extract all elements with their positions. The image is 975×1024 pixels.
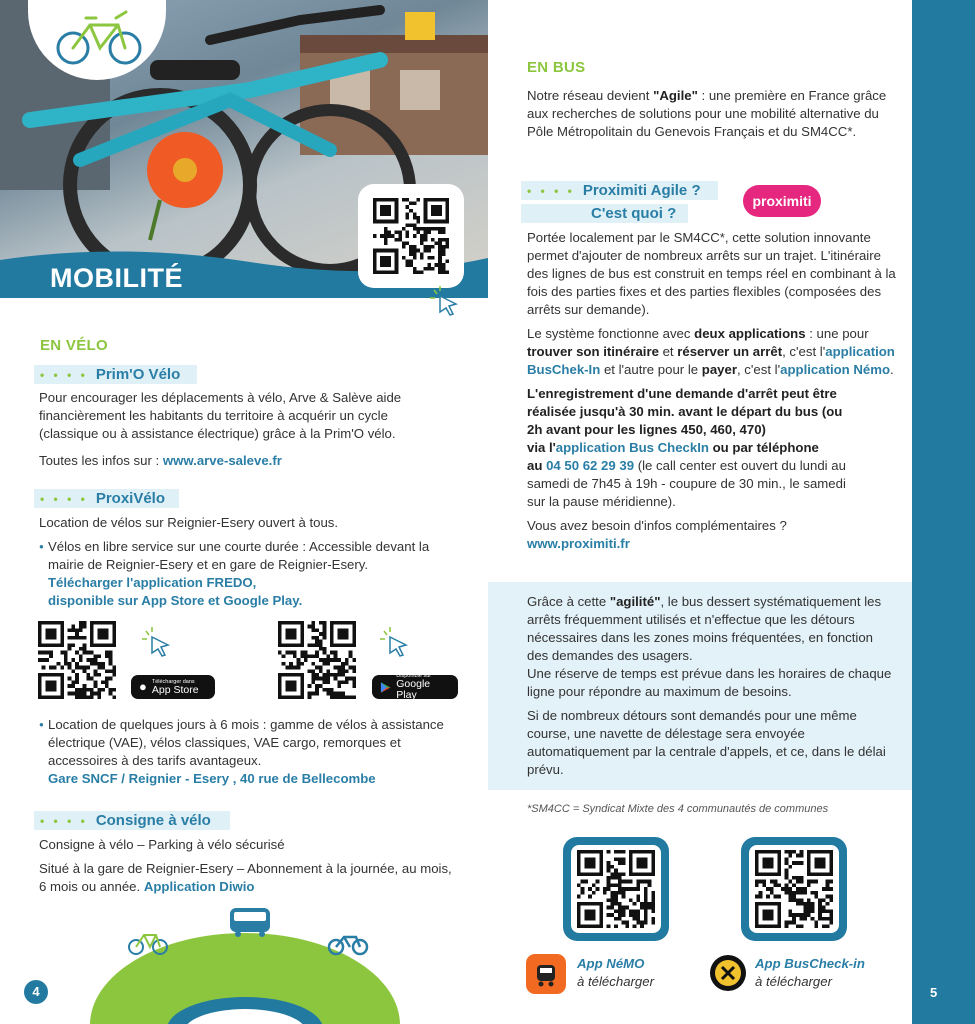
fredo-link-2[interactable]: disponible sur App Store et Google Play. xyxy=(48,593,303,608)
box-p1-bold: "agilité" xyxy=(609,594,661,609)
bus-body xyxy=(527,229,897,553)
buscheck-sub: à télécharger xyxy=(755,974,832,989)
appstore-small: Télécharger dans xyxy=(151,678,195,685)
page-number-left xyxy=(24,980,48,1004)
proxivelo-bullet-1 xyxy=(48,538,459,610)
bottom-illustration xyxy=(80,905,410,1024)
para3-bold: L'enregistrement d'une demande d'arrêt peut être réalisée jusqu'à 30 min. avant le départ du bus (ou 2h avant pour les lignes 450, 460, 470) xyxy=(527,386,843,437)
arve-saleve-link[interactable]: www.arve-saleve.fr xyxy=(162,453,282,468)
bicycle-icon xyxy=(28,0,166,80)
dots: • • • • xyxy=(40,813,88,828)
dots: • • • • xyxy=(40,367,88,382)
para2-m: . xyxy=(890,362,894,377)
para2-c: : une pour xyxy=(805,326,869,341)
consigne-line2-text: Situé à la gare de Reignier-Esery – Abonnement à la journée, au mois, 6 mois ou année. xyxy=(39,861,452,894)
box-p1 xyxy=(527,593,892,665)
click-cursor-icon xyxy=(426,284,466,329)
bullet1-text: ● Vélos en libre service sur une courte durée : Accessible devant la mairie de Reignier-Esery et en gare de Reignier-Esery. xyxy=(48,539,430,572)
subheading-proximiti xyxy=(527,181,701,225)
intro-post: : une première en France grâce aux recherches de solutions pour une mobilité alternative du Pôle Métropolitain du Genevois Français et du SM4CC*. xyxy=(527,88,887,139)
bus-icon xyxy=(230,908,270,937)
intro-bold: "Agile" xyxy=(653,88,698,103)
box-p3: Si de nombreux détours sont demandés pour une même course, une navette de délestage sera envoyée automatiquement par la centrale d'appels, et ce, dans le délai prévu. xyxy=(527,708,886,777)
primo-text xyxy=(39,389,449,476)
para2-e: et xyxy=(658,344,678,359)
click-cursor-icon xyxy=(138,625,178,670)
para2-b: deux applications xyxy=(694,326,806,341)
footnote: *SM4CC = Syndicat Mixte des 4 communautés de communes xyxy=(527,803,829,815)
dots: • • • • xyxy=(40,491,88,506)
qr-code-icon xyxy=(372,198,450,274)
intro-pre: Notre réseau devient xyxy=(527,88,654,103)
section-title-velo: EN VÉLO xyxy=(40,337,108,354)
bus-intro xyxy=(527,87,887,141)
click-cursor-icon xyxy=(376,625,416,670)
nemo-link[interactable]: application Némo xyxy=(780,362,891,377)
para4 xyxy=(527,517,897,553)
para3-rest: (le call center est ouvert du lundi au samedi de 7h45 à 19h - coupure de 30 min., le samedi sur la pause méridienne). xyxy=(527,458,846,509)
bullet2-text: ● Location de quelques jours à 6 mois : gamme de vélos à assistance électrique (VAE), vélos classiques, VAE cargo, remorques et accessoires à des tarifs avantageux. xyxy=(48,717,444,768)
qr-code-icon xyxy=(755,850,833,928)
para3 xyxy=(527,385,857,511)
qr-card-buscheck[interactable] xyxy=(741,837,847,941)
buscheck-app-name: App BusCheck-in xyxy=(755,956,865,971)
qr-card-nemo[interactable] xyxy=(563,837,669,941)
qr-code-photo[interactable] xyxy=(358,184,464,288)
page-number-left-text: 4 xyxy=(32,984,40,999)
appstore-big: App Store xyxy=(151,683,199,696)
nemo-app-name: App NéMO xyxy=(577,956,645,971)
proxivelo-text xyxy=(39,514,459,610)
nemo-sub: à télécharger xyxy=(577,974,654,989)
para3-via: via l' xyxy=(527,440,556,455)
diwio-link[interactable]: Application Diwio xyxy=(143,879,255,894)
box-p1-pre: Grâce à cette xyxy=(527,594,610,609)
nemo-app-icon[interactable] xyxy=(526,954,566,994)
proximiti-link[interactable]: www.proximiti.fr xyxy=(527,536,630,551)
dots: • • • • xyxy=(527,183,575,198)
para2 xyxy=(527,325,897,379)
qr-code-googleplay[interactable] xyxy=(278,621,356,699)
subheading-consigne xyxy=(34,811,230,830)
para1: Portée localement par le SM4CC*, cette solution innovante permet d'ajouter de nombreux arrêts sur un trajet. L'itinéraire des lignes de bus est construit en temps réel en combinant à la fois des parties fixes et des parties flexibles (composées des arrêts sur demande). xyxy=(527,230,896,317)
phone-link[interactable]: 04 50 62 29 39 xyxy=(546,458,635,473)
gare-sncf-link[interactable]: Gare SNCF / Reignier - Esery , 40 rue de Bellecombe xyxy=(48,771,376,786)
side-band xyxy=(912,0,975,1024)
para2-a: Le système fonctionne avec xyxy=(527,326,695,341)
consigne-line1: Consigne à vélo – Parking à vélo sécurisé xyxy=(39,837,285,852)
primo-info xyxy=(39,452,449,470)
para3-phone-label: ou par téléphone xyxy=(708,440,819,455)
mobility-hill-illustration xyxy=(80,905,410,1024)
googleplay-small: Disponible sur xyxy=(396,673,432,679)
section-title-bus: EN BUS xyxy=(527,59,586,76)
subheading-primo xyxy=(34,365,197,384)
google-play-badge[interactable] xyxy=(372,675,458,699)
para2-f: réserver un arrêt xyxy=(677,344,783,359)
qr-code-icon xyxy=(38,621,116,699)
banner-title: MOBILITÉ xyxy=(50,263,183,293)
buscheckin-link[interactable]: application BusChek-In xyxy=(527,344,895,377)
para2-k: , c'est l' xyxy=(736,362,781,377)
proximiti-title-2: C'est quoi ? xyxy=(591,204,677,222)
primo-info-prefix: Toutes les infos sur : xyxy=(39,453,163,468)
subheading-primo-title: Prim'O Vélo xyxy=(95,365,181,383)
googleplay-big: Google Play xyxy=(396,678,431,701)
proxivelo-bullet-2-wrap xyxy=(48,716,458,788)
proxivelo-intro: Location de vélos sur Reignier-Esery ouvert à tous. xyxy=(39,515,339,530)
para2-g: , c'est l' xyxy=(782,344,826,359)
fredo-link-1[interactable]: Télécharger l'application FREDO, xyxy=(48,575,257,590)
subheading-proxivelo xyxy=(34,489,179,508)
box-p2: Une réserve de temps est prévue dans les horaires de chaque ligne pour répondre au maximum de besoins. xyxy=(527,666,892,699)
proximiti-logo-text: proximiti xyxy=(752,193,812,209)
primo-paragraph: Pour encourager les déplacements à vélo, Arve & Salève aide financièrement les habitants du territoire à acquérir un cycle (classique ou à assistance électrique) grâce à la Prim'O vélo. xyxy=(39,390,402,441)
para2-i: et l'autre pour le xyxy=(600,362,702,377)
subheading-proxivelo-title: ProxiVélo xyxy=(95,489,166,507)
google-play-icon xyxy=(380,681,391,694)
qr-code-icon xyxy=(278,621,356,699)
bus-checkin-link[interactable]: application Bus CheckIn xyxy=(555,440,709,455)
qr-code-icon xyxy=(577,850,655,928)
para2-d: trouver son itinéraire xyxy=(527,344,659,359)
buscheck-label xyxy=(755,955,865,991)
qr-code-appstore[interactable] xyxy=(38,621,116,699)
app-store-badge[interactable] xyxy=(131,675,215,699)
proximiti-title-1: Proximiti Agile ? xyxy=(582,181,701,199)
proxivelo-bullet-2 xyxy=(48,716,458,788)
agility-box xyxy=(488,582,912,790)
apple-icon: ● xyxy=(139,679,147,694)
consigne-line2 xyxy=(39,860,459,896)
page-number-right: 5 xyxy=(930,985,938,1000)
consigne-text xyxy=(39,836,459,902)
buscheck-app-icon[interactable] xyxy=(710,955,746,991)
bike-logo-circle xyxy=(28,0,166,80)
box-p1-post: , le bus dessert systématiquement les arrêts fréquemment utilisés et n'effectue que les détours nécessaires dans les zones moins fréquentées, en fonction des demandes des usagers. xyxy=(527,594,882,663)
para3-au: au xyxy=(527,458,547,473)
nemo-label xyxy=(577,955,654,991)
para4-text: Vous avez besoin d'infos complémentaires ? xyxy=(527,518,787,533)
para2-j: payer xyxy=(701,362,737,377)
proximiti-logo xyxy=(743,185,821,217)
subheading-consigne-title: Consigne à vélo xyxy=(95,811,211,829)
